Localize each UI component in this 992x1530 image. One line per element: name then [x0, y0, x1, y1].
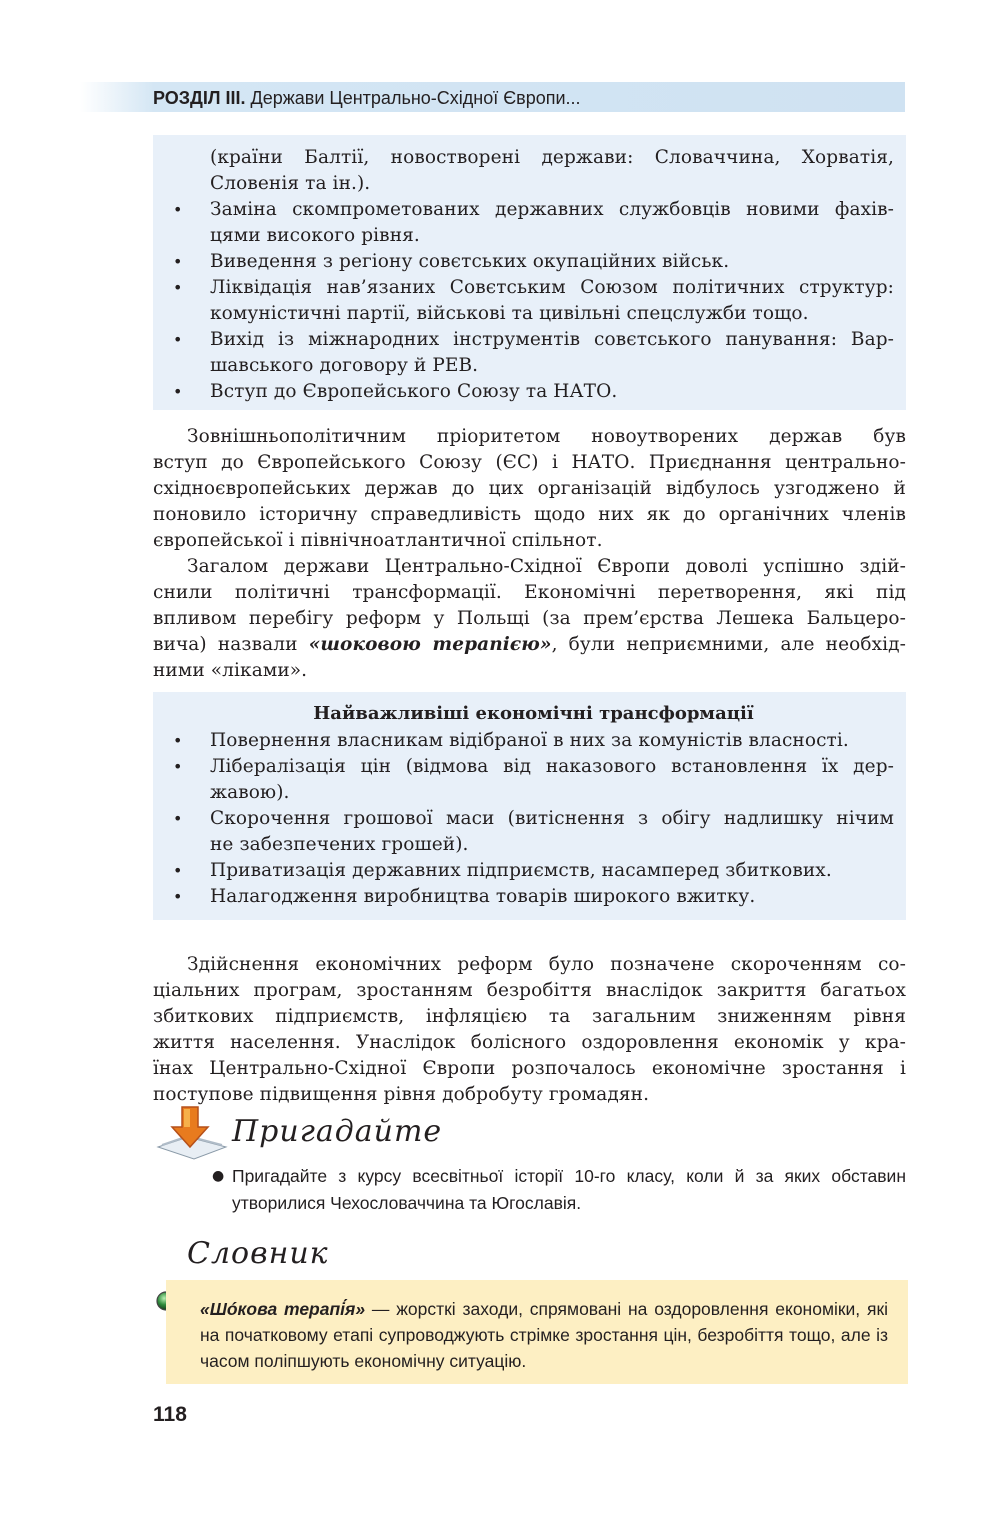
text-line: вступ до Європейського Союзу (ЄС) і НАТО. Приєднання центрально-	[153, 452, 906, 473]
list-item-text: Словенія та ін.).	[210, 173, 371, 194]
list-item	[173, 197, 894, 223]
list-item	[173, 728, 894, 754]
dictionary-box	[166, 1280, 908, 1384]
list-item-text: цями високого рівня.	[210, 225, 420, 246]
list-item-text: Виведення з регіону совєтських окупаційних військ.	[210, 251, 730, 272]
list-item	[173, 249, 894, 275]
list-box-economic	[153, 692, 906, 920]
text-line: збиткових підприємств, інфляцією та загальним зниженням рівня	[153, 1006, 906, 1027]
text-line: ціальних програм, зростанням безробіття внаслідок закриття багатьох	[153, 980, 906, 1001]
text-fragment: , були неприємними, але необхід-	[551, 634, 906, 655]
list-item-text: Скорочення грошової маси (витіснення з обігу надлишку нічим	[210, 808, 894, 829]
list-item-continuation	[173, 145, 894, 171]
list-item-text: комуністичні партії, військові та цивільні спецслужби тощо.	[210, 303, 809, 324]
text-line: снили політичні трансформації. Економічні перетворення, які під	[153, 582, 906, 603]
box-title: Найважливіші економічні трансформації	[313, 703, 754, 724]
bullet-icon: •	[173, 200, 183, 219]
remember-text: Пригадайте з курсу всесвітньої історії 10-го класу, коли й за яких обставин утворилися Чехословаччина та Югославія.	[232, 1166, 906, 1213]
text-line: поновило історичну справедливість щодо них як до органічних членів	[153, 504, 906, 525]
dictionary-term: «Шóкова терапі́я»	[200, 1299, 366, 1319]
bullet-icon: •	[173, 809, 183, 828]
running-header	[153, 85, 581, 111]
text-line: Здійснення економічних реформ було позначене скороченням со-	[187, 954, 906, 975]
section-title: Держави Центрально-Східної Європи...	[250, 88, 581, 108]
list-item	[173, 327, 894, 353]
section-label: РОЗДІЛ ІІІ.	[153, 88, 246, 108]
text-line	[153, 632, 906, 658]
paragraph-economic-reforms	[153, 952, 906, 1108]
list-item-text: жавою).	[210, 782, 290, 803]
list-item-continuation	[173, 832, 894, 858]
list-item-text: Заміна скомпрометованих державних службовців новими фахів-	[210, 199, 894, 220]
text-line: східноєвропейських держав до цих організацій відбулось узгоджено й	[153, 478, 906, 499]
bullet-icon: •	[173, 757, 183, 776]
bullet-icon: •	[173, 861, 183, 880]
list-item	[173, 806, 894, 832]
bullet-icon: •	[173, 252, 183, 271]
bullet-icon: ●	[212, 1168, 225, 1184]
list-item-text: Налагодження виробництва товарів широкого вжитку.	[210, 886, 756, 907]
dictionary-entry	[200, 1296, 888, 1374]
list-item-text: Ліквідація нав’язаних Совєтським Союзом політичних структур:	[210, 277, 894, 298]
text-line: Зовнішньополітичним пріоритетом новоутворених держав був	[187, 426, 906, 447]
remember-arrow-icon	[154, 1103, 230, 1163]
dictionary-heading: Словник	[187, 1236, 329, 1271]
dictionary-definition: — жорсткі заходи, спрямовані на оздоровлення економіки, які на початковому етапі супроводжують стрімке зростання цін, безробіття тощо, але із часом поліпшують економічну ситуацію.	[200, 1299, 888, 1371]
list-item	[173, 754, 894, 780]
remember-list-item	[212, 1163, 906, 1217]
text-line: впливом перебігу реформ у Польщі (за прем’єрства Лешека Бальцеро-	[153, 608, 906, 629]
list-item-text: Приватизація державних підприємств, насамперед збиткових.	[210, 860, 832, 881]
bullet-icon: •	[173, 887, 183, 906]
list-item-text: (країни Балтії, новостворені держави: Словаччина, Хорватія,	[210, 147, 894, 168]
bullet-icon: •	[173, 278, 183, 297]
list-item-continuation	[173, 223, 894, 249]
bullet-icon: •	[173, 382, 183, 401]
list-item-text: Повернення власникам відібраної в них за комуністів власності.	[210, 730, 849, 751]
list-item-continuation	[173, 780, 894, 806]
list-box-reforms	[153, 135, 906, 410]
list-item-continuation	[173, 171, 894, 197]
text-line: ними «ліками».	[153, 660, 308, 681]
list-item-text: шавського договору й РЕВ.	[210, 355, 479, 376]
list-item-text: Лібералізація цін (відмова від наказового встановлення їх дер-	[210, 756, 894, 777]
text-line: європейської і північноатлантичної спільнот.	[153, 530, 603, 551]
list-item	[173, 858, 894, 884]
list-item-text: не забезпечених грошей).	[210, 834, 469, 855]
paragraph-foreign-policy	[153, 424, 906, 684]
text-line: Загалом держави Центрально-Східної Європи доволі успішно здій-	[187, 556, 906, 577]
text-fragment: вича) назвали	[153, 634, 309, 655]
list-item-continuation	[173, 301, 894, 327]
bullet-icon: •	[173, 330, 183, 349]
term-shock-therapy: «шоковою терапією»	[308, 634, 552, 655]
list-item-text: Вступ до Європейського Союзу та НАТО.	[210, 381, 618, 402]
list-item	[173, 379, 894, 405]
list-item-continuation	[173, 353, 894, 379]
text-line: їнах Центрально-Східної Європи розпочалось економічне зростання і	[153, 1058, 906, 1079]
text-line: поступове підвищення рівня добробуту громадян.	[153, 1084, 650, 1105]
list-item-text: Вихід із міжнародних інструментів совєтського панування: Вар-	[210, 329, 894, 350]
page-number: 118	[153, 1403, 187, 1426]
text-line: життя населення. Унаслідок болісного оздоровлення економік у кра-	[153, 1032, 906, 1053]
bullet-icon: •	[173, 731, 183, 750]
remember-heading: Пригадайте	[232, 1114, 443, 1149]
list-item	[173, 884, 894, 910]
list-item	[173, 275, 894, 301]
